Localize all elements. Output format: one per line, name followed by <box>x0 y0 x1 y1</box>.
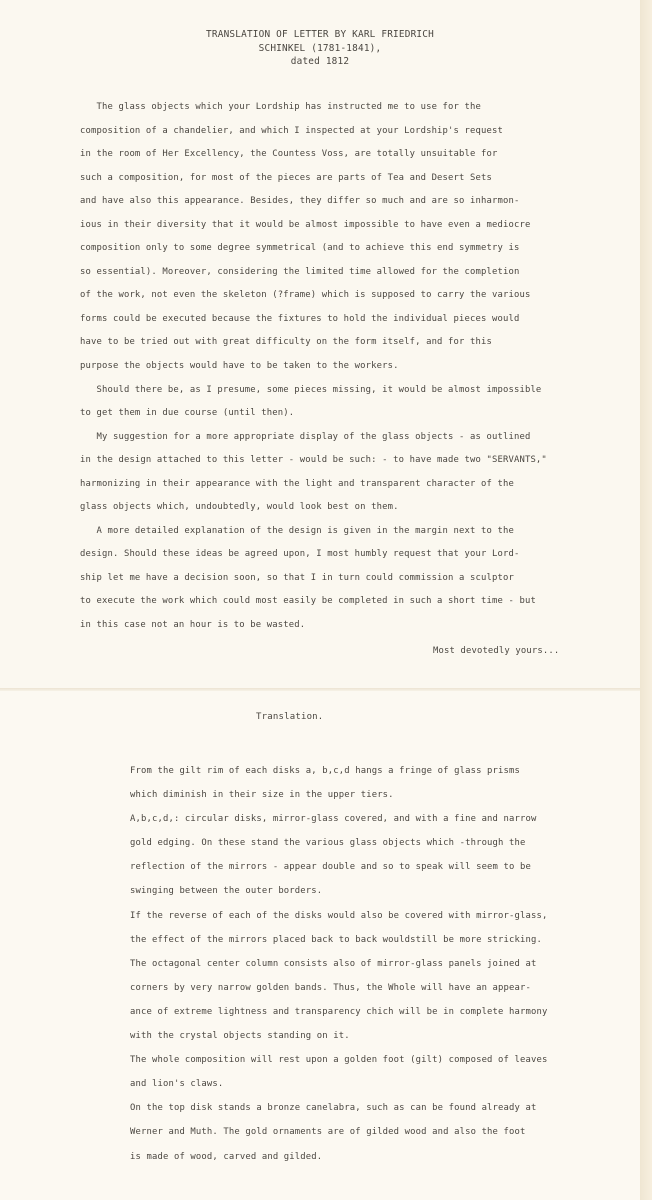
page-divider <box>0 688 640 691</box>
translation-line: with the crystal objects standing on it. <box>130 1031 350 1042</box>
letter-line: A more detailed explanation of the design is given in the margin next to the <box>80 525 514 536</box>
letter-line: so essential). Moreover, considering the limited time allowed for the completion <box>80 266 520 277</box>
translation-line: If the reverse of each of the disks would also be covered with mirror-glass, <box>130 910 548 921</box>
letter-line: purpose the objects would have to be taken to the workers. <box>80 361 399 372</box>
page-edge <box>640 0 652 1200</box>
header-author: SCHINKEL (1781-1841), <box>258 42 382 54</box>
translation-line: corners by very narrow golden bands. Thus, the Whole will have an appear- <box>130 982 532 993</box>
letter-line: in this case not an hour is to be wasted. <box>80 620 306 631</box>
letter-line: to get them in due course (until then). <box>80 408 295 419</box>
letter-line: design. Should these ideas be agreed upon, I most humbly request that your Lord- <box>80 549 520 560</box>
letter-line: The glass objects which your Lordship has instructed me to use for the <box>80 102 482 112</box>
translation-line: reflection of the mirrors - appear double and so to speak will seem to be <box>130 862 532 873</box>
letter-line: glass objects which, undoubtedly, would look best on them. <box>80 502 399 513</box>
translation-line: gold edging. On these stand the various glass objects which -through the <box>130 838 526 849</box>
header-date: dated 1812 <box>290 56 350 67</box>
letter-line: such a composition, for most of the pieces are parts of Tea and Desert Sets <box>80 172 492 183</box>
letter-line: to execute the work which could most easily be completed in such a short time - but <box>80 596 536 607</box>
translation-line: which diminish in their size in the upper tiers. <box>130 790 394 801</box>
translation-line: ance of extreme lightness and transparency chich will be in complete harmony <box>130 1006 548 1017</box>
letter-line: of the work, not even the skeleton (?frame) which is supposed to carry the various <box>80 290 531 301</box>
letter-line: harmonizing in their appearance with the light and transparent character of the <box>80 478 514 489</box>
letter-body <box>80 96 547 638</box>
document-header <box>0 28 640 69</box>
letter-line: have to be tried out with great difficulty on the form itself, and for this <box>80 337 492 348</box>
translation-line: and lion's claws. <box>130 1079 224 1090</box>
letter-line: in the room of Her Excellency, the Countess Voss, are totally unsuitable for <box>80 149 498 160</box>
translation-line: Werner and Muth. The gold ornaments are of gilded wood and also the foot <box>130 1127 526 1138</box>
translation-line: swinging between the outer borders. <box>130 886 323 897</box>
translation-line: On the top disk stands a bronze canelabra, such as can be found already at <box>130 1103 537 1114</box>
letter-line: and have also this appearance. Besides, they differ so much and are so inharmon- <box>80 196 520 207</box>
translation-line: The octagonal center column consists also of mirror-glass panels joined at <box>130 958 537 969</box>
translation-line: From the gilt rim of each disks a, b,c,d hangs a fringe of glass prisms <box>130 766 521 776</box>
translation-line: the effect of the mirrors placed back to back wouldstill be more stricking. <box>130 934 542 945</box>
translation-line: The whole composition will rest upon a golden foot (gilt) composed of leaves <box>130 1055 548 1066</box>
translation-body <box>130 759 547 1169</box>
translation-line: A,b,c,d,: circular disks, mirror-glass covered, and with a fine and narrow <box>130 814 537 825</box>
letter-closing: Most devotedly yours... <box>433 646 560 656</box>
header-title: TRANSLATION OF LETTER BY KARL FRIEDRICH <box>206 29 434 40</box>
letter-line: Should there be, as I presume, some pieces missing, it would be almost impossible <box>80 384 542 395</box>
letter-line: ship let me have a decision soon, so that I in turn could commission a sculptor <box>80 572 514 583</box>
letter-line: composition of a chandelier, and which I inspected at your Lordship's request <box>80 125 503 136</box>
letter-line: in the design attached to this letter - would be such: - to have made two "SERVANTS," <box>80 455 547 466</box>
translation-line: is made of wood, carved and gilded. <box>130 1151 323 1162</box>
letter-line: forms could be executed because the fixtures to hold the individual pieces would <box>80 313 520 324</box>
translation-title: Translation. <box>256 712 324 722</box>
letter-line: ious in their diversity that it would be almost impossible to have even a mediocre <box>80 219 531 230</box>
letter-line: composition only to some degree symmetrical (and to achieve this end symmetry is <box>80 243 520 254</box>
letter-line: My suggestion for a more appropriate display of the glass objects - as outlined <box>80 431 531 442</box>
